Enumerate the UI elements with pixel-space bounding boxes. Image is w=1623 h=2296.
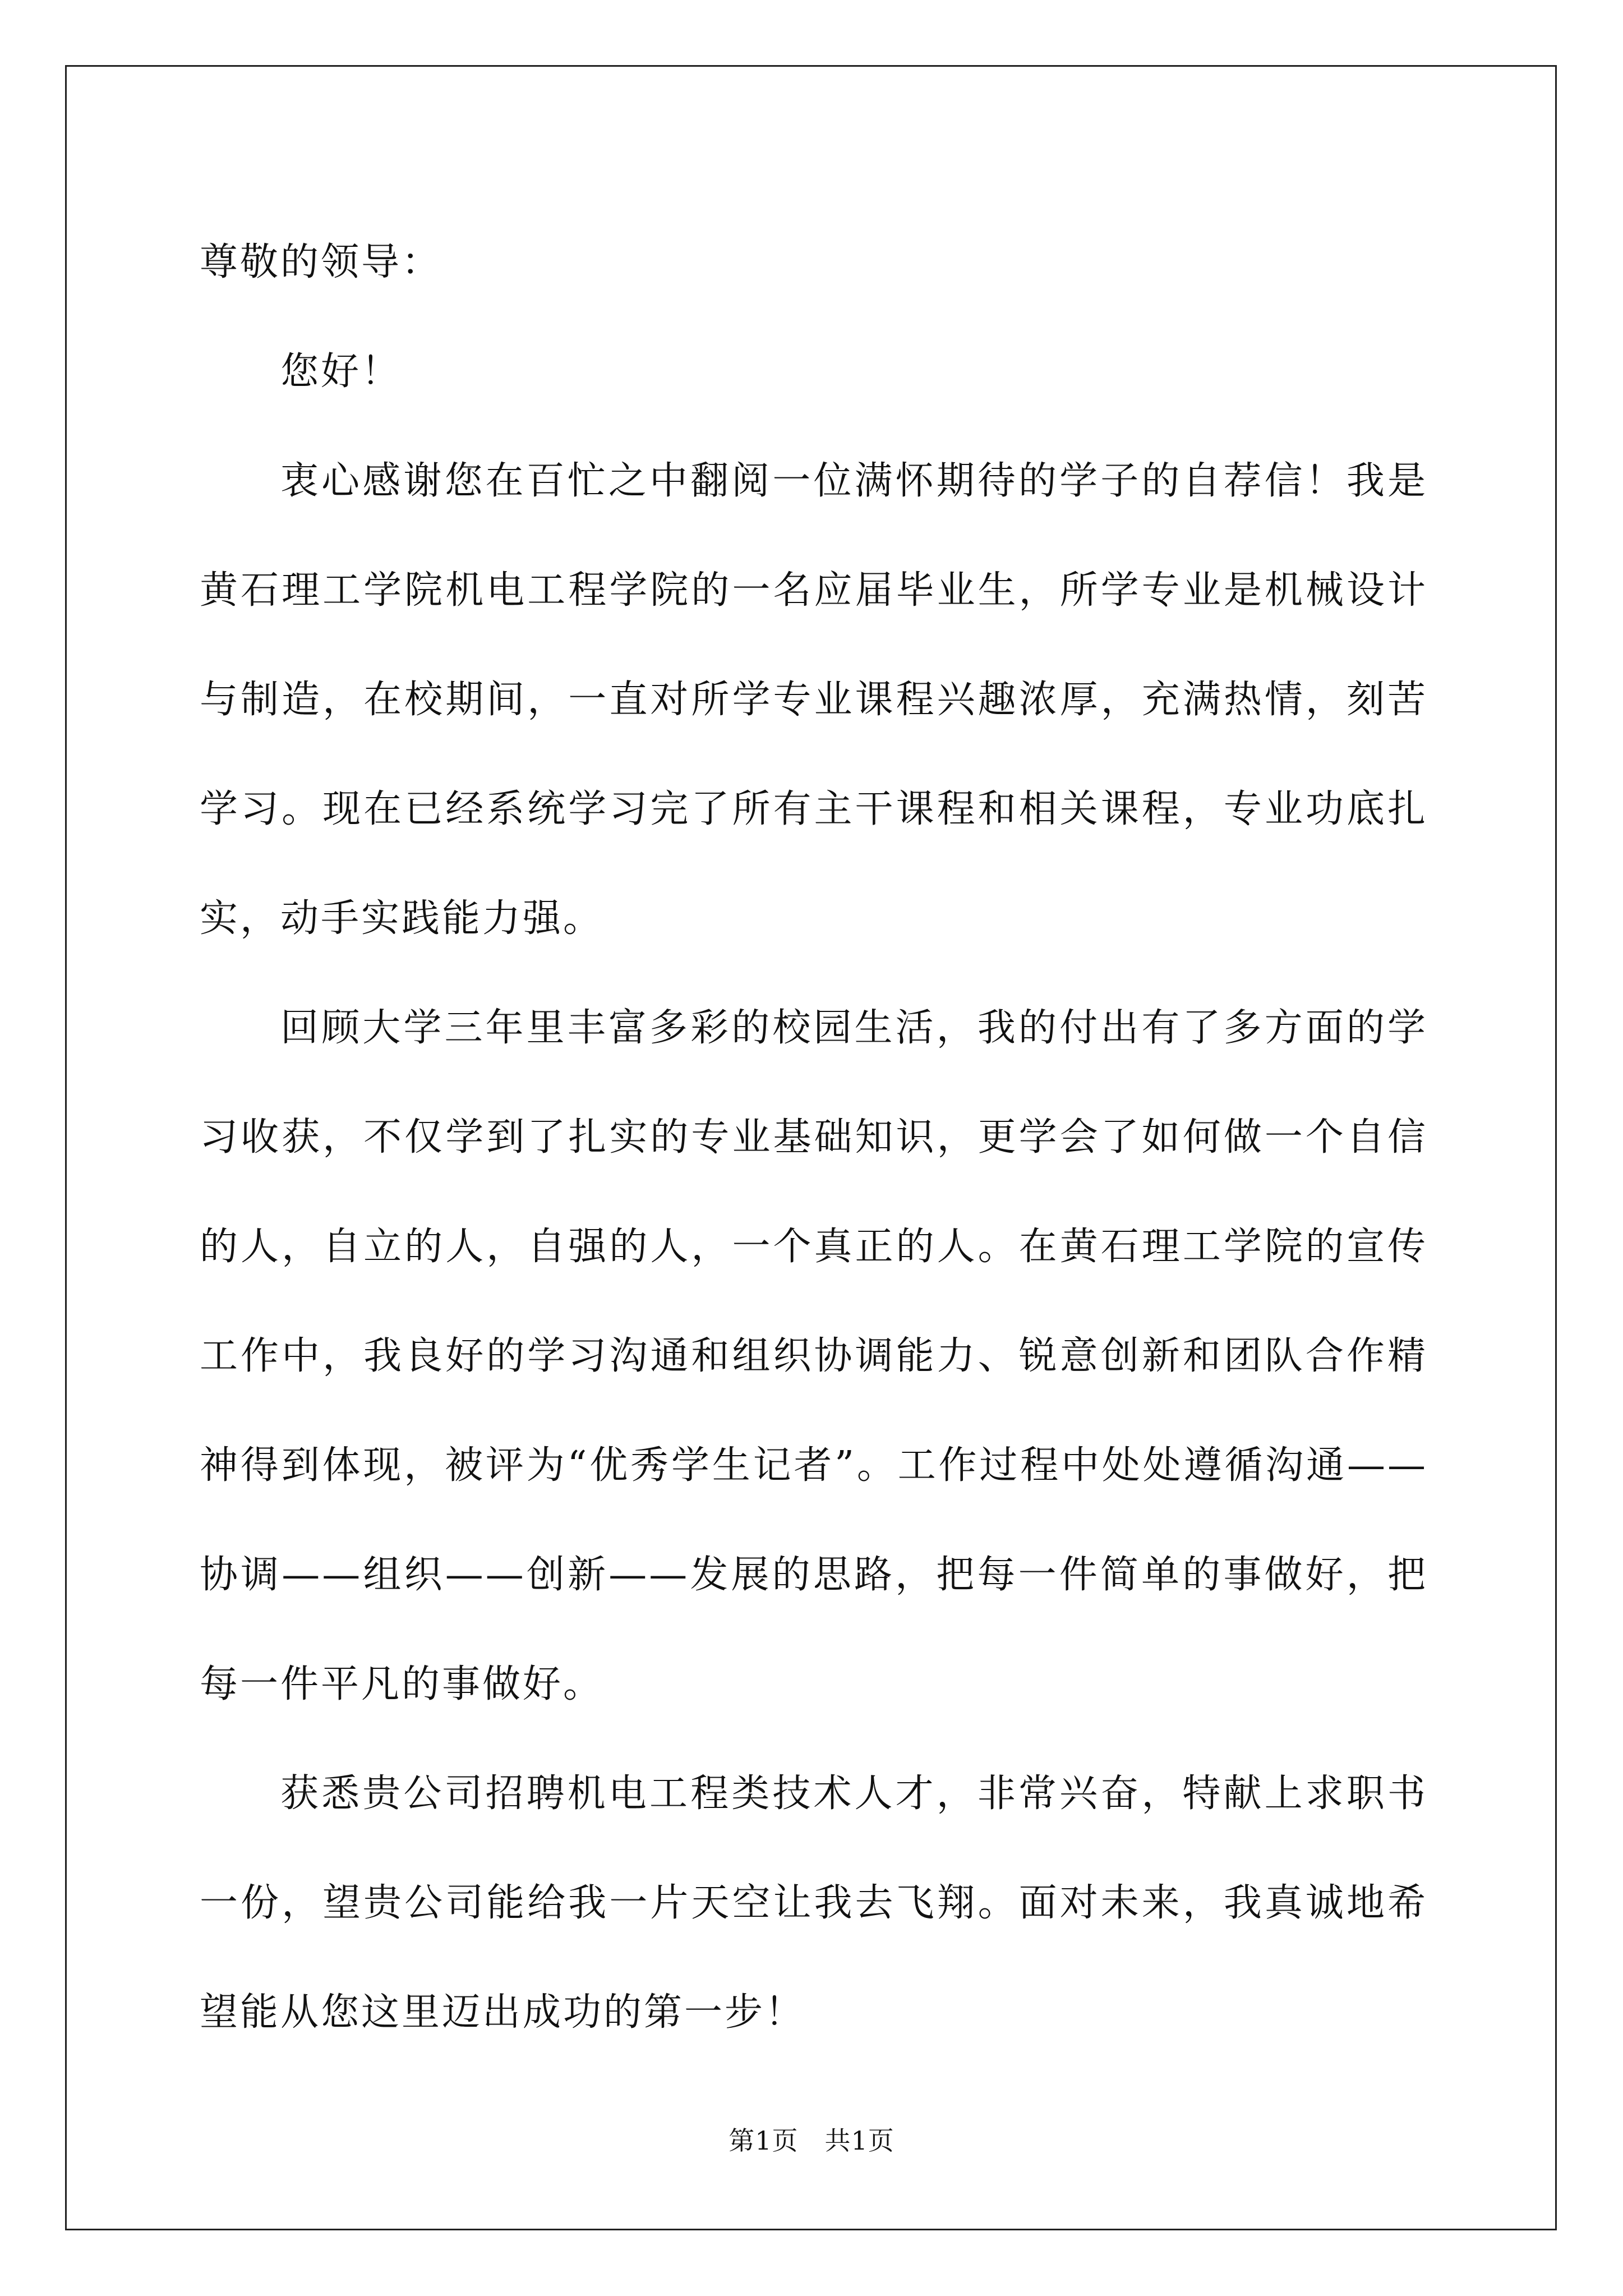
footer-spacer bbox=[799, 2125, 825, 2156]
paragraph-college-life: 回顾大学三年里丰富多彩的校园生活，我的付出有了多方面的学习收获，不仅学到了扎实的专业基础知识，更学会了如何做一个自信的人，自立的人，自强的人，一个真正的人。在黄石理工学院的宣传工作中，我良好的学习沟通和组织协调能力、锐意创新和团队合作精神得到体现，被评为“优秀学生记者”。工作过程中处处遵循沟通——协调——组织——创新——发展的思路，把每一件简单的事做好，把每一件平凡的事做好。 bbox=[200, 1006, 1428, 1706]
greeting: 您好！ bbox=[280, 349, 402, 394]
paragraph-application: 获悉贵公司招聘机电工程类技术人才，非常兴奋，特献上求职书一份，望贵公司能给我一片天空让我去飞翔。面对未来，我真诚地希望能从您这里迈出成功的第一步！ bbox=[200, 1772, 1428, 2035]
page-number: 第1页 bbox=[728, 2125, 799, 2156]
paragraph-thanks: 衷心感谢您在百忙之中翻阅一位满怀期待的学子的自荐信！我是黄石理工学院机电工程学院的一名应届毕业生，所学专业是机械设计与制造，在校期间，一直对所学专业课程兴趣浓厚，充满热情，刻苦学习。现在已经系统学习完了所有主干课程和相关课程，专业功底扎实，动手实践能力强。 bbox=[200, 459, 1428, 941]
letter-body bbox=[200, 208, 1428, 2067]
page-footer bbox=[0, 2120, 1623, 2157]
page-total: 共1页 bbox=[824, 2125, 895, 2156]
salutation: 尊敬的领导： bbox=[200, 240, 442, 284]
